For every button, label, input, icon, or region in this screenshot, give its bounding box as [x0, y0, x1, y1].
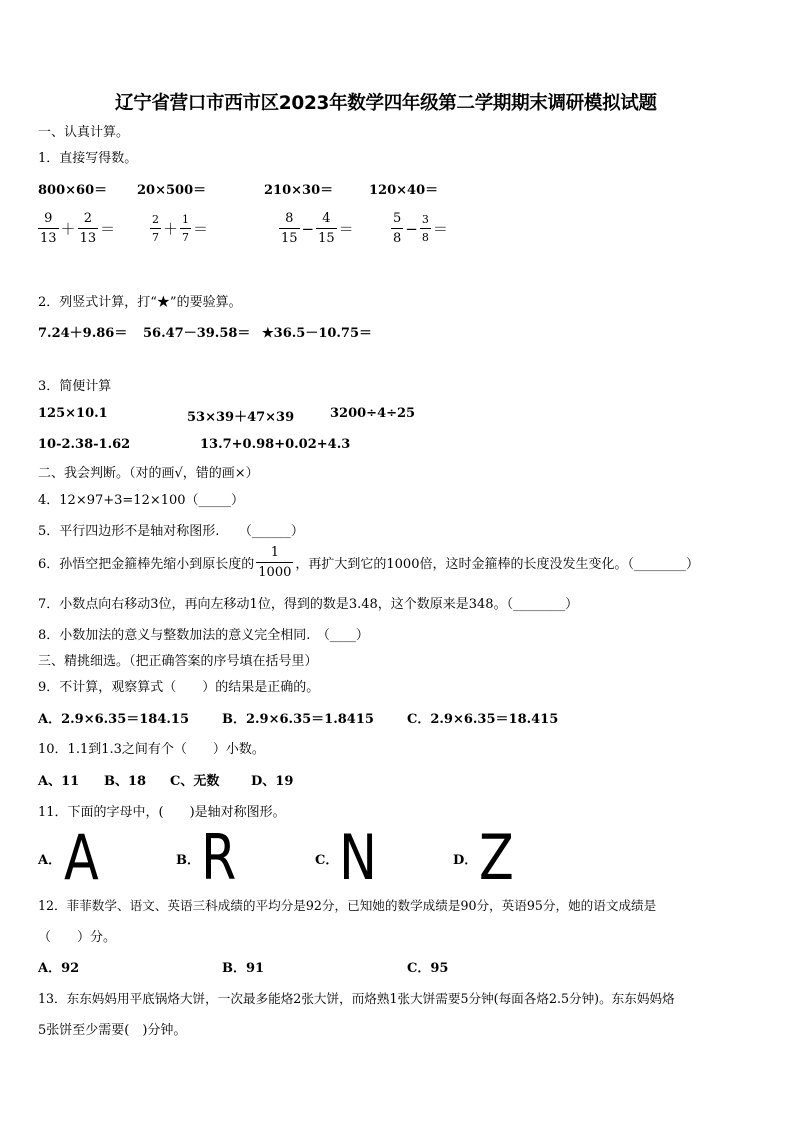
q1-item-2: 20×500＝: [137, 183, 207, 198]
q6: [38, 546, 699, 579]
q9-option-c: C．2.9×6.35＝18.415: [407, 712, 559, 727]
q3-item-3: 3200÷4÷25: [330, 406, 416, 421]
denominator: 15: [316, 228, 337, 245]
q12-line-2: （ ）分。: [38, 930, 117, 945]
q11-letter-c: N: [339, 821, 378, 894]
operator: ＋: [60, 220, 76, 238]
operator: −: [405, 219, 418, 238]
q11-option-b-key: B．: [176, 853, 200, 868]
q10-option-b: B、18: [104, 774, 147, 789]
q8: 8．小数加法的意义与整数加法的意义完全相同. （____）: [38, 628, 369, 643]
numerator: 2: [83, 211, 92, 226]
q11-option-d-key: D．: [453, 853, 478, 868]
q10-label: 10．1.1到1.3之间有个（ ）小数。: [38, 742, 265, 757]
q1-fraction-2: [150, 214, 210, 243]
q3-label: 3．简便计算: [38, 379, 112, 394]
q3-item-4: 10-2.38-1.62: [38, 437, 131, 452]
q11-option-a-key: A．: [38, 853, 62, 868]
equals: ＝: [432, 220, 448, 238]
q12-option-a: A．92: [38, 961, 80, 976]
section-1-heading: 一、认真计算。: [38, 125, 130, 140]
numerator: 5: [393, 211, 402, 226]
q9-option-a: A．2.9×6.35＝184.15: [38, 712, 190, 727]
equals: ＝: [338, 220, 354, 238]
q6-text-after: ，再扩大到它的1000倍，这时金箍棒的长度没发生变化。（________）: [295, 557, 699, 572]
q7: 7．小数点向右移动3位，再向左移动1位，得到的数是3.48，这个数原来是348。（________）: [38, 597, 579, 612]
q10-option-a: A、11: [38, 774, 80, 789]
q11-letter-b: R: [201, 821, 237, 894]
operator: ＋: [163, 220, 179, 238]
q1-item-3: 210×30＝: [264, 183, 334, 198]
q1-fraction-3: [279, 212, 356, 245]
q1-fraction-1: [38, 212, 117, 245]
denominator: 15: [279, 228, 300, 245]
q12-option-c: C．95: [407, 961, 449, 976]
q11-option-c-key: C．: [315, 853, 339, 868]
numerator: 1: [270, 545, 279, 560]
q3-item-2: 53×39＋47×39: [187, 410, 295, 425]
q11-letter-d: Z: [479, 821, 514, 894]
q13-line-2: 5张饼至少需要( )分钟。: [38, 1023, 187, 1038]
q6-text-before: 6．孙悟空把金箍棒先缩小到原长度的: [38, 557, 255, 572]
q5: 5．平行四边形不是轴对称图形. （______）: [38, 524, 304, 539]
q12-option-b: B．91: [222, 961, 265, 976]
equals: ＝: [100, 220, 116, 238]
q10-option-d: D、19: [251, 774, 294, 789]
page-title: 辽宁省营口市西市区2023年数学四年级第二学期期末调研模拟试题: [115, 93, 657, 114]
q3-item-1: 125×10.1: [38, 406, 108, 421]
q13-line-1: 13．东东妈妈用平底锅烙大饼，一次最多能烙2张大饼，而烙熟1张大饼需要5分钟(每面各烙2.5分钟)。东东妈妈烙: [38, 991, 675, 1006]
q2-item-3: ★36.5－10.75＝: [262, 326, 373, 341]
equals: ＝: [193, 220, 209, 238]
denominator: 1000: [256, 562, 293, 579]
q9-option-b: B．2.9×6.35＝1.8415: [222, 712, 374, 727]
denominator: 7: [180, 228, 191, 243]
denominator: 13: [38, 228, 59, 245]
q1-label: 1．直接写得数。: [38, 151, 138, 166]
numerator: 3: [421, 213, 429, 226]
denominator: 8: [391, 228, 403, 245]
numerator: 1: [182, 213, 190, 226]
q1-fraction-4: [391, 212, 450, 245]
denominator: 7: [150, 228, 161, 243]
q11-label: 11．下面的字母中，( )是轴对称图形。: [38, 805, 286, 820]
q3-item-5: 13.7+0.98+0.02+4.3: [200, 437, 351, 452]
q2-label: 2．列竖式计算，打“★”的要验算。: [38, 295, 242, 310]
q9-label: 9．不计算，观察算式（ ）的结果是正确的。: [38, 680, 320, 695]
q2-item-1: 7.24＋9.86＝: [38, 326, 128, 341]
q11-letter-a: A: [64, 821, 99, 894]
numerator: 2: [152, 213, 159, 226]
operator: −: [301, 219, 315, 238]
q1-item-1: 800×60＝: [38, 183, 108, 198]
denominator: 13: [78, 228, 99, 245]
q1-item-4: 120×40＝: [369, 183, 439, 198]
q10-option-c: C、无数: [170, 774, 220, 789]
q2-item-2: 56.47－39.58＝: [143, 326, 251, 341]
numerator: 8: [285, 211, 294, 226]
section-3-heading: 三、精挑细选。（把正确答案的序号填在括号里）: [38, 654, 318, 669]
numerator: 9: [44, 211, 53, 226]
section-2-heading: 二、我会判断。（对的画√，错的画×）: [38, 466, 259, 481]
q4: 4．12×97+3=12×100（_____）: [38, 493, 245, 508]
numerator: 4: [322, 211, 331, 226]
denominator: 8: [420, 228, 431, 243]
q12-line-1: 12．菲菲数学、语文、英语三科成绩的平均分是92分，已知她的数学成绩是90分，英语95分，她的语文成绩是: [38, 898, 657, 913]
